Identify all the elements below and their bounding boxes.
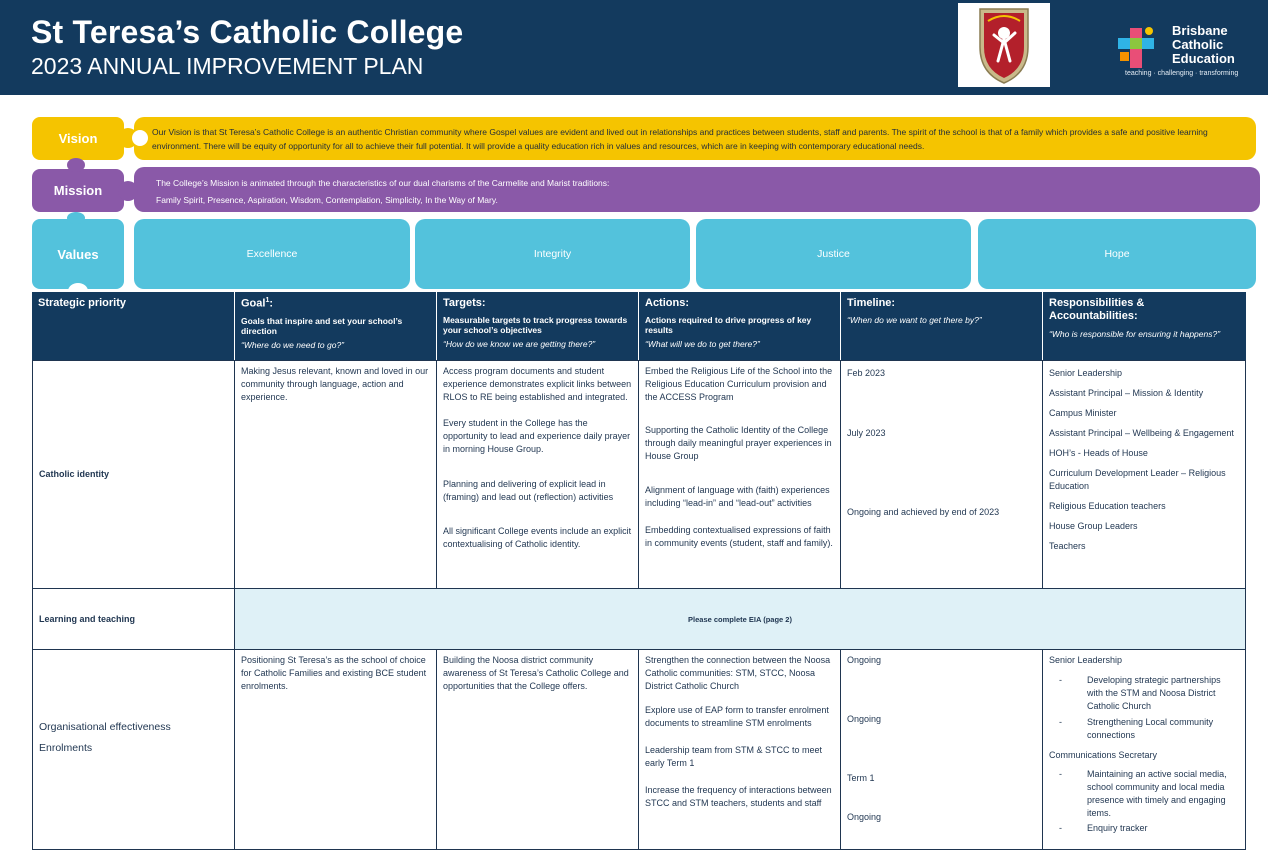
mission-statement [134, 167, 1260, 212]
value-excellence: Excellence [134, 219, 410, 289]
page-header [0, 0, 1268, 95]
mission-notch [67, 158, 85, 172]
target-item: All significant College events include an explicit contextualising of Catholic identity. [443, 526, 632, 549]
timeline-item: Feb 2023 [847, 368, 886, 378]
vision-notch [132, 130, 148, 146]
resp-list-comms [1059, 768, 1239, 835]
priority-catholic-identity: Catholic identity [32, 360, 235, 589]
eia-note: Please complete EIA (page 2) [234, 588, 1246, 650]
values-notch [67, 212, 85, 224]
actions-organisational-effectiveness [638, 649, 841, 850]
action-item: Leadership team from STM & STCC to meet early Term 1 [645, 745, 823, 768]
responsibilities-organisational-effectiveness: Senior Leadership - Developing strategic partnerships with the STM and Noosa District Catholic Church - Strengthening Local community connections Communications Secretary - Maintaining an active social media, school community and local media presence with timely and engaging items. - Enquiry tracker [1042, 649, 1246, 850]
college-crest-logo [958, 3, 1050, 87]
action-item: Alignment of language with (faith) experiences including “lead-in” and “lead-out” activities [645, 485, 830, 508]
bce-cross-icon [1116, 26, 1156, 70]
timeline-item: July 2023 [847, 428, 886, 438]
value-hope: Hope [978, 219, 1256, 289]
header-responsibilities: Responsibilities & Accountabilities: “Who is responsible for ensuring it happens?” [1043, 292, 1246, 360]
actions-catholic-identity [638, 360, 841, 589]
target-item: Planning and delivering of explicit lead in (framing) and lead out (reflection) activities [443, 479, 614, 502]
header-priority: Strategic priority [32, 292, 235, 360]
list-item: - Enquiry tracker [1059, 822, 1239, 835]
action-item: Embed the Religious Life of the School into the Religious Education Curriculum provision and the ACCESS Program [645, 366, 833, 402]
targets-organisational-effectiveness: Building the Noosa district community awareness of St Teresa’s Catholic College and opportunities that the College offers. [436, 649, 639, 850]
values-tab [32, 219, 124, 289]
list-item: - Developing strategic partnerships with the STM and Noosa District Catholic Church [1059, 674, 1239, 713]
header-timeline: Timeline: “When do we want to get there by?” [841, 292, 1043, 360]
header-targets: Targets: Measurable targets to track progress towards your school’s objectives “How do we know we are getting there?” [437, 292, 639, 360]
bce-logo [1112, 20, 1262, 82]
mission-connector [118, 181, 138, 201]
timeline-item: Ongoing and achieved by end of 2023 [847, 507, 1000, 517]
targets-catholic-identity [436, 360, 639, 589]
mission-line-1: The College’s Mission is animated through the characteristics of our dual charisms of the Carmelite and Marist traditions: [156, 178, 610, 188]
vision-tab [32, 117, 124, 160]
action-item: Embedding contextualised expressions of faith in community events (student, staff and family). [645, 525, 833, 548]
mission-label: Mission [53, 183, 103, 198]
priority-learning-teaching: Learning and teaching [32, 588, 235, 650]
vision-label: Vision [58, 131, 98, 146]
timeline-catholic-identity [840, 360, 1043, 589]
mission-tab [32, 169, 124, 212]
list-item: - Maintaining an active social media, school community and local media presence with timely and engaging items. [1059, 768, 1239, 820]
bce-name: Brisbane Catholic Education [1172, 23, 1235, 66]
value-integrity: Integrity [415, 219, 690, 289]
action-item: Supporting the Catholic Identity of the College through daily meaningful prayer experiences in House Group [645, 425, 832, 461]
bce-tagline: teaching · challenging · transforming [1125, 70, 1239, 77]
action-item: Explore use of EAP form to transfer enrolment documents to streamline STM enrolments [645, 705, 829, 728]
values-label: Values [57, 246, 99, 262]
page-subtitle: 2023 ANNUAL IMPROVEMENT PLAN [31, 53, 424, 79]
priority-organisational-effectiveness: Organisational effectiveness Enrolments [32, 649, 235, 850]
resp-list-senior [1059, 674, 1239, 742]
responsibilities-catholic-identity: Senior Leadership Assistant Principal – Mission & Identity Campus Minister Assistant Principal – Wellbeing & Engagement HOH’s - Heads of House Curriculum Development Leader – Religious Education Religious Education teachers House Group Leaders Teachers [1042, 360, 1246, 589]
target-item: Access program documents and student experience demonstrates explicit links between RLOS to RE being established and integrated. [443, 366, 632, 402]
vision-statement: Our Vision is that St Teresa’s Catholic College is an authentic Christian community where Gospel values are evident and lived out in relationships and practices between students, staff and parents. The spirit of the school is that of a family which provides a safe and positive learning environment. There will be equity of opportunity for all to achieve their full potential. It will provide a quality education rich in values and resources, which are in keeping with contemporary educational needs. [134, 117, 1256, 160]
timeline-item: Term 1 [847, 773, 875, 783]
mission-line-2: Family Spirit, Presence, Aspiration, Wisdom, Contemplation, Simplicity, In the Way of Mary. [156, 195, 498, 205]
goal-organisational-effectiveness: Positioning St Teresa’s as the school of choice for Catholic Families and existing BCE student enrolments. [234, 649, 437, 850]
header-actions: Actions: Actions required to drive progress of key results “What will we do to get there?” [639, 292, 841, 360]
list-item: - Strengthening Local community connections [1059, 716, 1239, 742]
timeline-item: Ongoing [847, 714, 882, 724]
goal-catholic-identity: Making Jesus relevant, known and loved in our community through language, action and experience. [234, 360, 437, 589]
header-goal: Goal$^1$: Goals that inspire and set your school’s direction “Where do we need to go?” [235, 292, 437, 360]
value-justice: Justice [696, 219, 971, 289]
timeline-item: Ongoing [847, 812, 882, 822]
timeline-organisational-effectiveness [840, 649, 1043, 850]
action-item: Increase the frequency of interactions between STCC and STM teachers, students and staff [645, 785, 832, 808]
action-item: Strengthen the connection between the Noosa Catholic communities: STM, STCC, Noosa District Catholic Church [645, 655, 831, 691]
target-item: Every student in the College has the opportunity to lead and experience daily prayer in morning House Group. [443, 418, 631, 454]
page-title: St Teresa’s Catholic College [31, 14, 464, 50]
timeline-item: Ongoing [847, 655, 882, 665]
improvement-plan-table [32, 292, 1246, 850]
